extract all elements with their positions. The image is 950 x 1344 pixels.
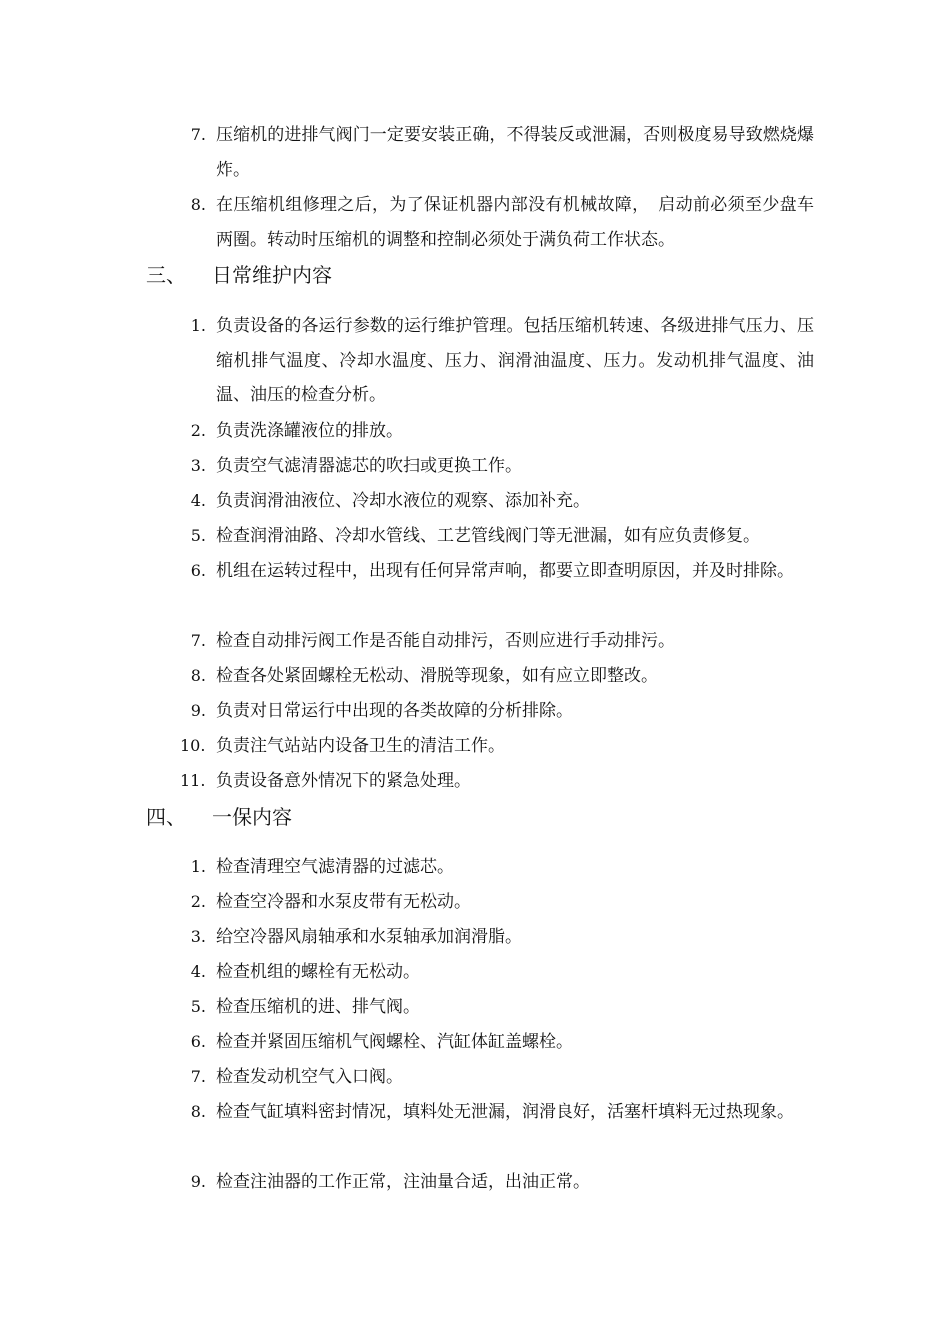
list-item [184, 850, 814, 885]
list-item [184, 1060, 814, 1095]
list-item-text: 检查压缩机的进、排气阀。 [216, 997, 420, 1017]
list-item-number: 10. [180, 736, 206, 755]
section-heading-3 [146, 260, 332, 290]
list-item-text: 负责注气站站内设备卫生的清洁工作。 [216, 736, 505, 756]
list-item [184, 990, 814, 1025]
list-item-text: 负责洗涤罐液位的排放。 [216, 421, 403, 441]
list-item-text: 负责对日常运行中出现的各类故障的分析排除。 [216, 701, 573, 721]
section-title: 日常维护内容 [212, 263, 332, 287]
list-item-number: 8. [190, 195, 206, 214]
list-item-text: 检查空冷器和水泵皮带有无松动。 [216, 892, 471, 912]
list-item [184, 188, 814, 257]
list-item-text: 在压缩机组修理之后，为了保证机器内部没有机械故障， 启动前必须至少盘车两圈。转动时压缩机的调整和控制必须处于满负荷工作状态。 [216, 195, 814, 250]
list-item [184, 885, 814, 920]
list-item-number: 1. [190, 316, 206, 335]
list-item [180, 764, 814, 799]
list-item-number: 5. [190, 997, 206, 1016]
list-item-number: 8. [190, 1102, 206, 1121]
list-item-number: 1. [190, 857, 206, 876]
list-item-number: 7. [190, 631, 206, 650]
list-item-number: 4. [190, 491, 206, 510]
list-item [184, 1165, 814, 1200]
list-item-text: 负责设备的各运行参数的运行维护管理。包括压缩机转速、各级进排气压力、压缩机排气温度、冷却水温度、压力、润滑油温度、压力。发动机排气温度、油温、油压的检查分析。 [216, 316, 814, 405]
list-item [184, 118, 814, 187]
list-item [180, 729, 814, 764]
section-heading-4 [146, 802, 292, 832]
list-item [184, 554, 814, 589]
list-item [184, 955, 814, 990]
list-item-text: 负责润滑油液位、冷却水液位的观察、添加补充。 [216, 491, 590, 511]
section-number: 四、 [146, 805, 186, 829]
list-item-text: 检查自动排污阀工作是否能自动排污，否则应进行手动排污。 [216, 631, 675, 651]
list-item-number: 6. [190, 561, 206, 580]
list-item [184, 624, 814, 659]
list-item [184, 1025, 814, 1060]
list-item-text: 检查并紧固压缩机气阀螺栓、汽缸体缸盖螺栓。 [216, 1032, 573, 1052]
list-item-number: 2. [190, 421, 206, 440]
list-item-number: 8. [190, 666, 206, 685]
list-item [184, 659, 814, 694]
list-item-text: 检查各处紧固螺栓无松动、滑脱等现象，如有应立即整改。 [216, 666, 658, 686]
list-item [184, 484, 814, 519]
list-item [184, 920, 814, 955]
list-item-number: 7. [190, 125, 206, 144]
list-item-text: 检查气缸填料密封情况，填料处无泄漏，润滑良好，活塞杆填料无过热现象。 [216, 1102, 794, 1122]
list-item-number: 7. [190, 1067, 206, 1086]
list-item-number: 6. [190, 1032, 206, 1051]
list-item-number: 3. [190, 927, 206, 946]
list-item-number: 3. [190, 456, 206, 475]
list-item-text: 检查清理空气滤清器的过滤芯。 [216, 857, 454, 877]
list-item-number: 11. [180, 771, 206, 790]
list-item [184, 309, 814, 413]
list-item [184, 519, 814, 554]
list-item-text: 检查润滑油路、冷却水管线、工艺管线阀门等无泄漏，如有应负责修复。 [216, 526, 760, 546]
list-item [184, 694, 814, 729]
list-item [184, 414, 814, 449]
list-item-text: 给空冷器风扇轴承和水泵轴承加润滑脂。 [216, 927, 522, 947]
list-item-text: 机组在运转过程中，出现有任何异常声响，都要立即查明原因，并及时排除。 [216, 561, 794, 581]
list-item-text: 检查发动机空气入口阀。 [216, 1067, 403, 1087]
section-number: 三、 [146, 263, 186, 287]
list-item-text: 压缩机的进排气阀门一定要安装正确，不得装反或泄漏，否则极度易导致燃烧爆炸。 [216, 125, 814, 180]
section-title: 一保内容 [212, 805, 292, 829]
list-item-text: 负责设备意外情况下的紧急处理。 [216, 771, 471, 791]
list-item-number: 9. [190, 701, 206, 720]
list-item-number: 2. [190, 892, 206, 911]
list-item-number: 5. [190, 526, 206, 545]
list-item [184, 449, 814, 484]
list-item-number: 9. [190, 1172, 206, 1191]
list-item-text: 检查机组的螺栓有无松动。 [216, 962, 420, 982]
list-item [184, 1095, 814, 1130]
list-item-text: 检查注油器的工作正常，注油量合适，出油正常。 [216, 1172, 590, 1192]
list-item-number: 4. [190, 962, 206, 981]
list-item-text: 负责空气滤清器滤芯的吹扫或更换工作。 [216, 456, 522, 476]
